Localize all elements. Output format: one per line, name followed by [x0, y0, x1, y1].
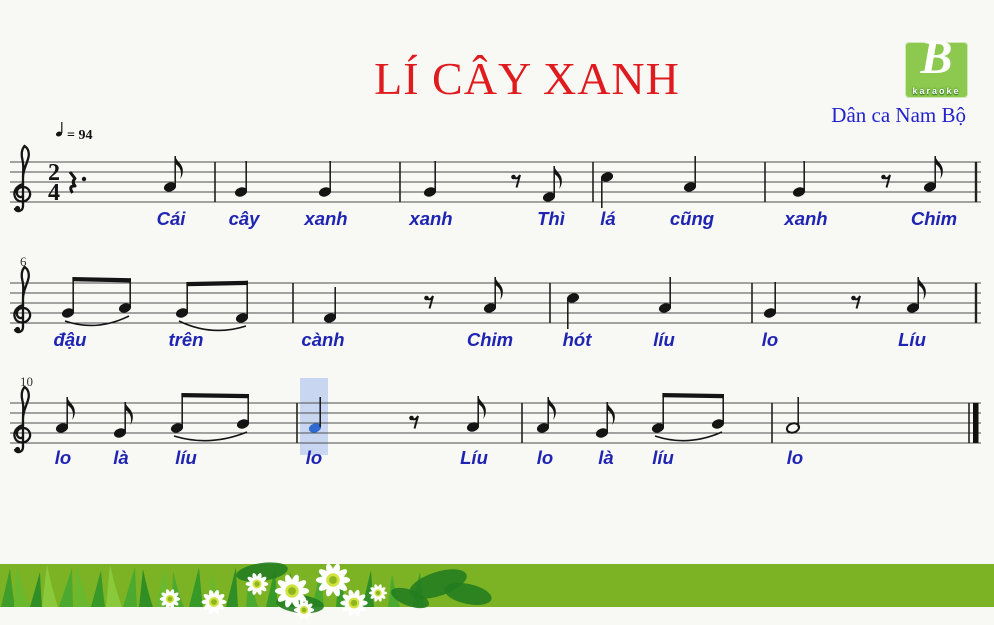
lyric: líu	[653, 329, 675, 350]
eighth-flag	[554, 166, 562, 189]
daisy-center	[376, 591, 380, 595]
eighth-flag	[495, 277, 503, 300]
lyric: cây	[228, 208, 260, 229]
daisy-center	[351, 600, 357, 606]
daisy-center	[302, 608, 307, 613]
lyric: lá	[600, 208, 616, 229]
daisy-center	[329, 576, 337, 584]
treble-clef	[15, 327, 20, 332]
lyric: là	[113, 447, 129, 468]
beam	[662, 393, 724, 398]
measure-number: 6	[20, 254, 27, 269]
lyric: lo	[761, 329, 779, 350]
song-origin: Dân ca Nam Bộ	[831, 103, 966, 127]
tempo-marking	[55, 122, 92, 143]
time-signature: 2	[48, 160, 60, 186]
footer-grass-decoration	[0, 558, 994, 625]
lyric: lo	[536, 447, 554, 468]
lyric: Cái	[156, 208, 186, 229]
lyric: hót	[562, 329, 592, 350]
treble-clef	[15, 447, 20, 452]
daisy-center	[254, 581, 259, 586]
song-title: LÍ CÂY XANH	[374, 53, 680, 104]
lyric: cành	[301, 329, 345, 350]
lyric: xanh	[784, 208, 828, 229]
eighth-flag	[478, 396, 486, 419]
final-barline	[973, 403, 979, 443]
lyric: đậu	[53, 329, 87, 350]
lyric: lo	[54, 447, 72, 468]
daisy-center	[288, 587, 296, 595]
tempo-value: = 94	[67, 128, 93, 143]
lyric: cũng	[669, 208, 715, 229]
beam	[72, 277, 131, 282]
lyric: xanh	[409, 208, 453, 229]
beam	[186, 281, 248, 286]
daisy-center	[211, 599, 217, 605]
beam	[181, 393, 249, 398]
eighth-rest	[852, 296, 860, 309]
staff	[10, 254, 981, 350]
eighth-rest	[512, 175, 520, 188]
slur	[65, 316, 129, 325]
eighth-flag	[935, 156, 943, 179]
lyric: lo	[786, 447, 804, 468]
lyric: Líu	[460, 447, 488, 468]
daisy-center	[168, 597, 173, 602]
augmentation-dot	[82, 177, 86, 181]
staff	[10, 146, 981, 229]
measure-number: 10	[20, 374, 33, 389]
staff	[10, 374, 981, 468]
lyric: Chim	[466, 329, 514, 350]
lyric: Chim	[910, 208, 958, 229]
eighth-rest	[410, 416, 418, 429]
lyric: líu	[175, 447, 197, 468]
lyric: xanh	[304, 208, 348, 229]
treble-clef	[15, 206, 20, 211]
lyric: trên	[168, 329, 204, 350]
logo-letter: B	[920, 31, 953, 84]
time-signature: 4	[48, 180, 60, 206]
lyric: Thì	[537, 208, 565, 229]
eighth-flag	[175, 156, 183, 179]
lyric: là	[598, 447, 614, 468]
eighth-flag	[918, 277, 926, 300]
eighth-rest	[882, 175, 890, 188]
logo-word: karaoke	[912, 86, 961, 96]
eighth-flag	[548, 397, 556, 420]
lyric: Líu	[898, 329, 926, 350]
lyric: líu	[652, 447, 674, 468]
eighth-rest	[425, 296, 433, 309]
eighth-flag	[67, 397, 75, 420]
lyric: lo	[305, 447, 323, 468]
